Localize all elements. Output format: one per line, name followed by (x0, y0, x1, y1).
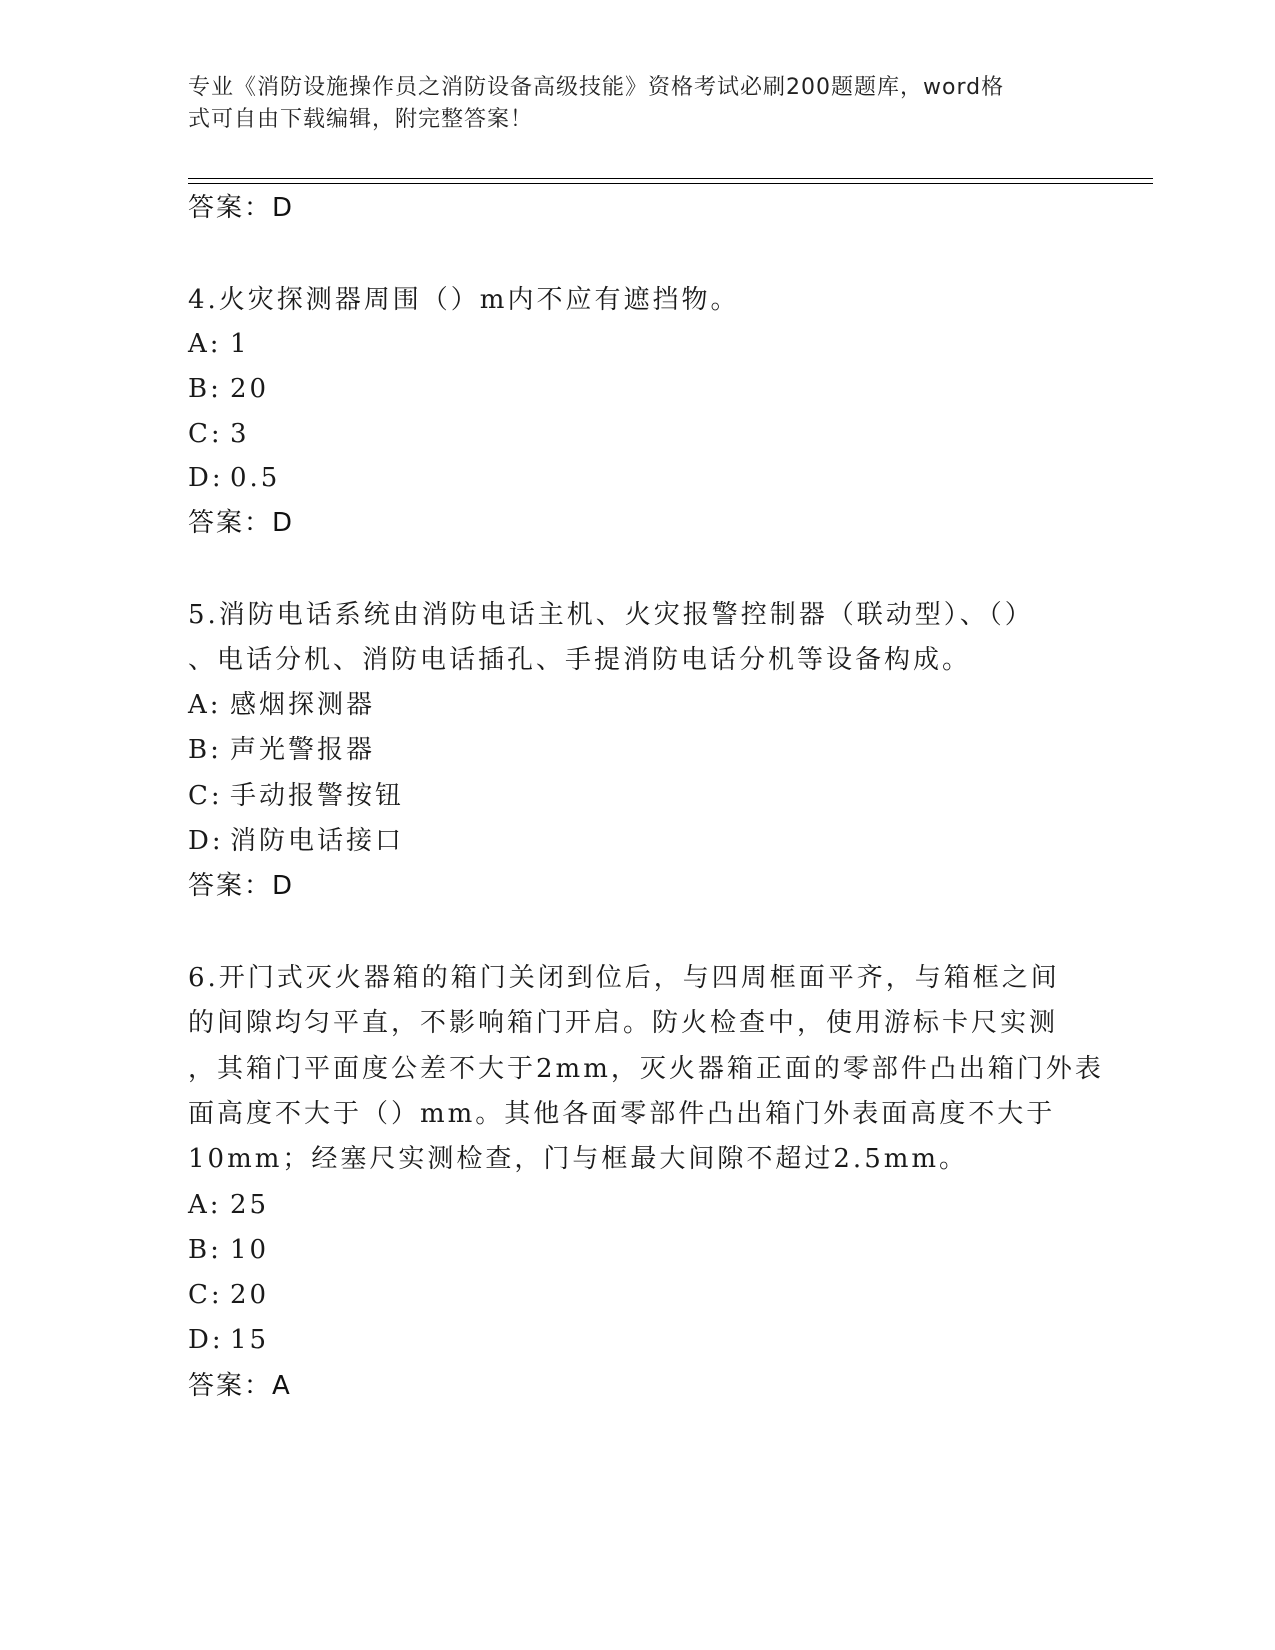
header-title-line-2: 式可自由下载编辑，附完整答案！ (188, 107, 534, 132)
option-text: 25 (230, 1190, 270, 1220)
question-stem-line: 4.火灾探测器周围（）m内不应有遮挡物。 (188, 285, 740, 315)
option-text: 15 (230, 1325, 270, 1355)
option-text: 3 (230, 419, 250, 449)
document-header (188, 72, 1068, 136)
option-label: C: (188, 419, 223, 449)
option-a (188, 1187, 269, 1223)
option-d (188, 1322, 269, 1358)
question-stem-line: 面高度不大于（）mm。其他各面零部件凸出箱门外表面高度不大于 (188, 1099, 1056, 1129)
option-a (188, 326, 250, 362)
option-label: C: (188, 781, 223, 811)
option-label: D: (188, 463, 224, 493)
option-label: A: (188, 690, 222, 720)
option-label: A: (188, 329, 222, 359)
option-c (188, 778, 404, 814)
option-label: B: (188, 1235, 222, 1265)
option-label: C: (188, 1280, 223, 1310)
option-text: 声光警报器 (230, 735, 376, 765)
option-d (188, 460, 280, 496)
option-a (188, 687, 375, 723)
option-label: D: (188, 826, 224, 856)
option-b (188, 732, 375, 768)
option-label: B: (188, 735, 222, 765)
option-d (188, 823, 404, 859)
option-text: 0.5 (230, 463, 281, 493)
question-stem-line: 、电话分机、消防电话插孔、手提消防电话分机等设备构成。 (188, 645, 972, 675)
question-answer: 答案：D (188, 508, 295, 538)
option-text: 感烟探测器 (230, 690, 376, 720)
option-c (188, 1277, 269, 1313)
question-stem-line: 10mm；经塞尺实测检查，门与框最大间隙不超过2.5mm。 (188, 1144, 969, 1174)
question-stem-line: 6.开门式灭火器箱的箱门关闭到位后，与四周框面平齐，与箱框之间 (188, 963, 1060, 993)
option-b (188, 371, 269, 407)
option-text: 消防电话接口 (230, 826, 405, 856)
question-answer: 答案：A (188, 1371, 292, 1401)
question-stem-line: 5.消防电话系统由消防电话主机、火灾报警控制器（联动型）、（） (188, 600, 1034, 630)
previous-answer: 答案：D (188, 193, 295, 223)
option-text: 1 (230, 329, 250, 359)
question-answer: 答案：D (188, 871, 295, 901)
question-stem-line: ，其箱门平面度公差不大于2mm，灭火器箱正面的零部件凸出箱门外表 (188, 1054, 1104, 1084)
option-label: D: (188, 1325, 224, 1355)
option-text: 20 (230, 374, 270, 404)
header-divider-bottom (188, 183, 1153, 184)
option-label: B: (188, 374, 222, 404)
header-title-line-1: 专业《消防设施操作员之消防设备高级技能》资格考试必刷200题题库，word格 (188, 75, 1005, 100)
question-stem-line: 的间隙均匀平直，不影响箱门开启。防火检查中，使用游标卡尺实测 (188, 1008, 1059, 1038)
option-text: 手动报警按钮 (230, 781, 405, 811)
option-label: A: (188, 1190, 222, 1220)
header-divider-top (188, 178, 1153, 179)
option-text: 10 (230, 1235, 270, 1265)
option-b (188, 1232, 269, 1268)
option-c (188, 416, 250, 452)
option-text: 20 (230, 1280, 270, 1310)
